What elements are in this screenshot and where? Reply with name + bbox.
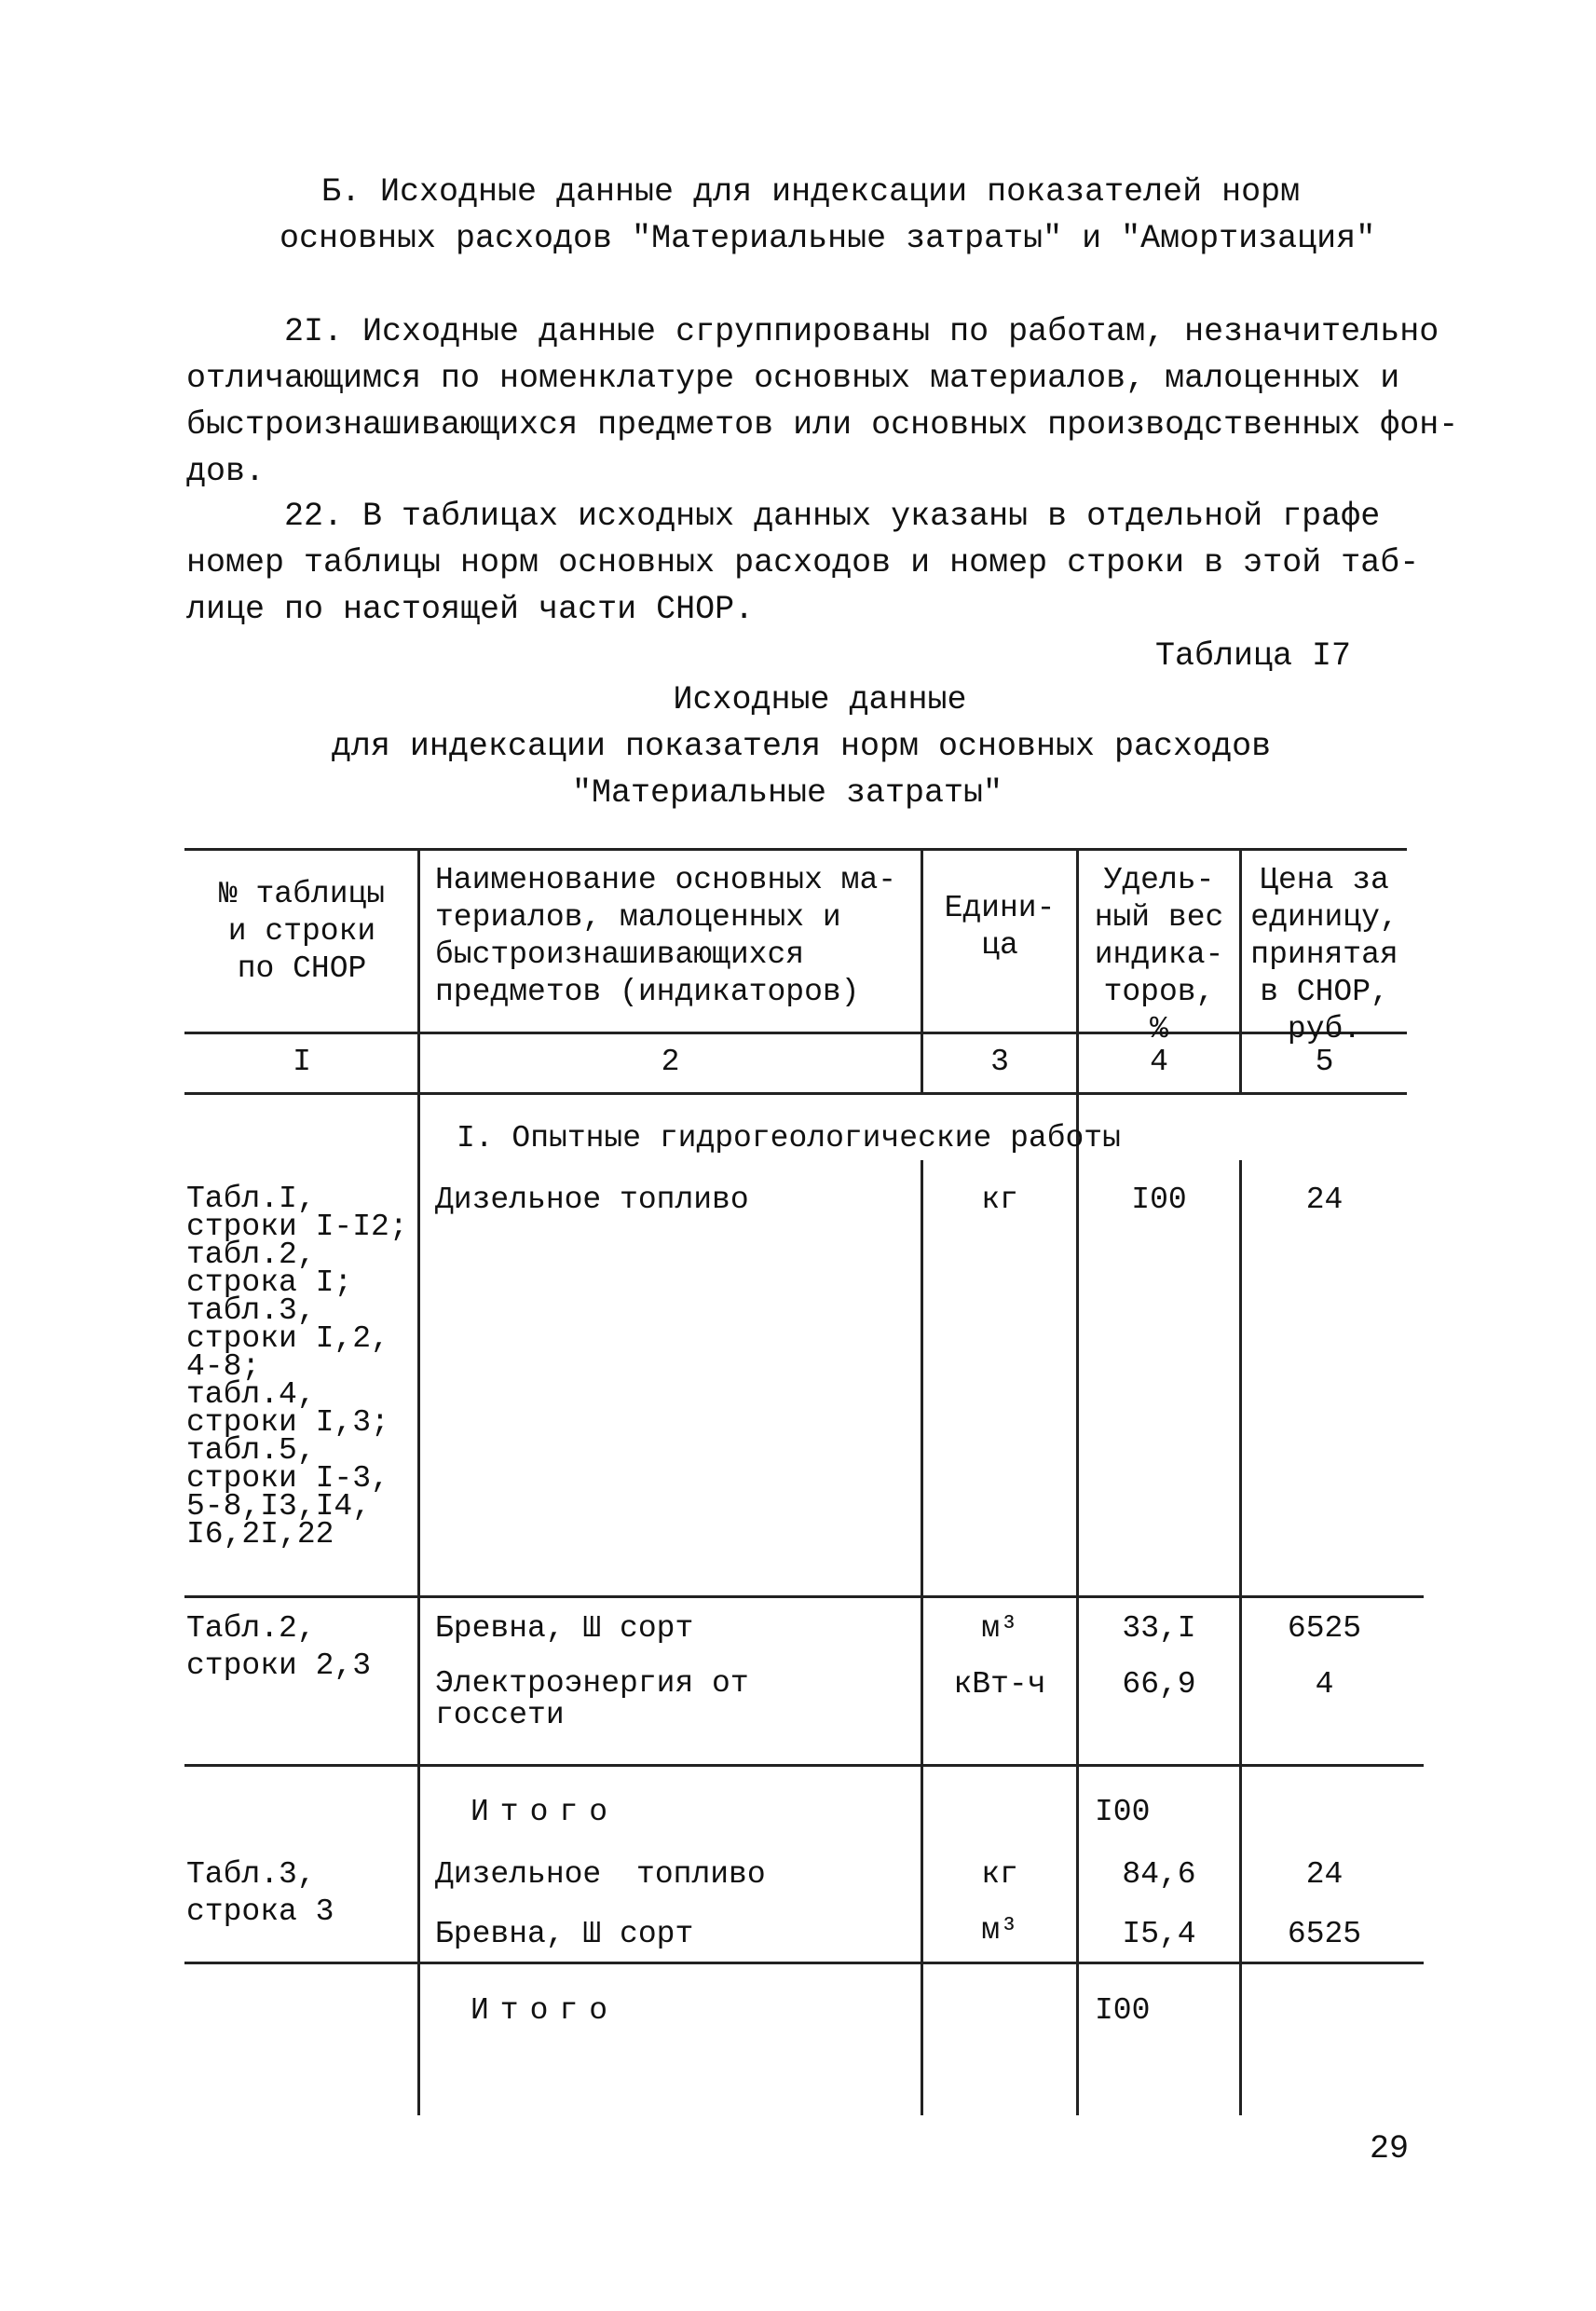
row-weight: 33,I — [1122, 1611, 1196, 1646]
column-number-2: 2 — [661, 1045, 680, 1079]
row-price: 24 — [1305, 1183, 1344, 1217]
group1-bottom-rule — [184, 1595, 1424, 1598]
header-col-4: Удель- ный вес индика- торов, % — [1094, 863, 1224, 1046]
row-name: Дизельное топливо — [435, 1857, 766, 1892]
row-weight: I5,4 — [1122, 1917, 1196, 1951]
total-label: Итого — [471, 1993, 620, 2028]
paragraph-21-line-1: 2I. Исходные данные сгруппированы по работам, незначительно — [284, 313, 1439, 350]
column-number-1: I — [293, 1045, 311, 1079]
header-col-3: Едини- ца — [944, 891, 1056, 963]
row-unit: м³ — [981, 1611, 1018, 1646]
paragraph-22-line-1: 22. В таблицах исходных данных указаны в отдельной графе — [284, 498, 1381, 535]
total-label: Итого — [471, 1795, 620, 1829]
row-weight: 66,9 — [1122, 1667, 1196, 1702]
total-value: I00 — [1095, 1993, 1151, 2028]
group-1-reference: Табл.I, строки I-I2; табл.2, строка I; табл.3, строки I,2, 4-8; табл.4, строки I,3; табл.5, строки I-3, 5-8,I3,I4, I6,2I,22 — [186, 1182, 408, 1552]
group-2-reference: Табл.2, строки 2,3 — [186, 1611, 372, 1683]
group-3-reference: Табл.3, строка 3 — [186, 1857, 334, 1929]
row-price: 4 — [1315, 1667, 1334, 1702]
row-name: Дизельное топливо — [435, 1183, 749, 1217]
header-col-1: № таблицы и строки по СНОР — [218, 877, 386, 986]
row-unit: м³ — [981, 1913, 1018, 1948]
row-unit: кг — [981, 1857, 1018, 1892]
row-weight: 84,6 — [1122, 1857, 1196, 1892]
section-heading-line-1: Б. Исходные данные для индексации показателей норм — [321, 173, 1301, 211]
row-name: Бревна, Ш сорт — [435, 1611, 694, 1646]
paragraph-22-line-2: номер таблицы норм основных расходов и номер строки в этой таб- — [186, 544, 1420, 581]
column-number-5: 5 — [1315, 1045, 1334, 1079]
row-unit: кг — [981, 1183, 1018, 1217]
header-col-2: Наименование основных ма- териалов, малоценных и быстроизнашивающихся предметов (индикаторов) — [435, 863, 897, 1009]
page-number: 29 — [1370, 2130, 1410, 2167]
row-price: 6525 — [1287, 1917, 1362, 1951]
column-number-4: 4 — [1150, 1045, 1168, 1079]
section-1-title: I. Опытные гидрогеологические работы — [457, 1121, 1121, 1156]
row-unit: кВт-ч — [953, 1667, 1046, 1702]
row-price: 24 — [1305, 1857, 1344, 1892]
paragraph-22-line-3: лице по настоящей части СНОР. — [186, 591, 755, 628]
paragraph-21-line-4: дов. — [186, 453, 266, 490]
numbers-bottom-rule — [184, 1092, 1407, 1095]
group3-bottom-rule — [184, 1962, 1424, 1964]
col-divider-1 — [417, 848, 420, 2115]
row-name: Бревна, Ш сорт — [435, 1917, 694, 1951]
table-title-line-3: "Материальные затраты" — [571, 774, 1003, 812]
total-value: I00 — [1095, 1795, 1151, 1829]
table-title-line-2: для индексации показателя норм основных расходов — [331, 728, 1272, 765]
table-label: Таблица I7 — [1155, 637, 1352, 675]
group2-bottom-rule — [184, 1764, 1424, 1767]
paragraph-21-line-3: быстроизнашивающихся предметов или основных производственных фон- — [186, 406, 1459, 444]
paragraph-21-line-2: отличающимся по номенклатуре основных материалов, малоценных и — [186, 360, 1400, 397]
column-number-3: 3 — [990, 1045, 1009, 1079]
section-heading-line-2: основных расходов "Материальные затраты" и "Амортизация" — [280, 220, 1376, 257]
table-title-line-1: Исходные данные — [673, 681, 967, 718]
row-name: Электроэнергия от госсети — [435, 1666, 749, 1732]
header-col-5: Цена за единицу, принятая в СНОР, руб. — [1250, 863, 1398, 1046]
row-price: 6525 — [1287, 1611, 1362, 1646]
table-top-rule — [184, 848, 1407, 851]
row-weight: I00 — [1131, 1183, 1187, 1217]
